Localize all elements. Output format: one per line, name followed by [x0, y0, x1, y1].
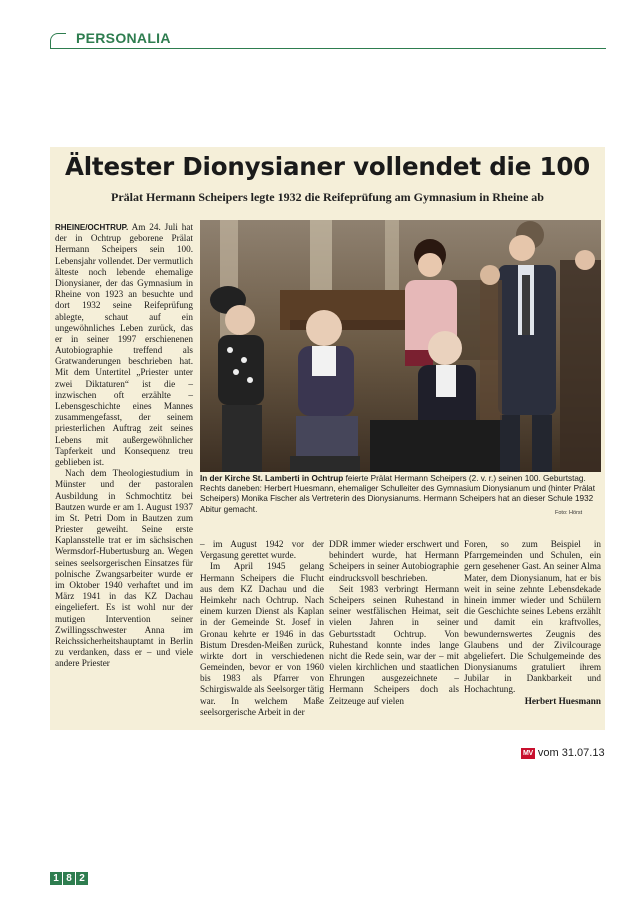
source-label — [521, 747, 605, 759]
article-author: Herbert Huesmann — [524, 695, 601, 706]
header-rule — [50, 48, 606, 49]
article-subheadline: Prälat Hermann Scheipers legte 1932 die Reifeprüfung am Gymnasium in Rheine ab — [111, 190, 544, 204]
column-1-paragraph-1: Am 24. Juli hat der in Ochtrup geborene Prälat Hermann Scheipers sein 100. Lebensjahr vollendet. Der vermutlich älteste noch lebende ehemalige Dionysianer, der das Gymnasium in Rheine von 1923 an besuchte und dort 1932 seine Reifeprüfung ablegte, schaut auf ein ungewöhnliches Leben zurück, das er in seiner 1997 erschienenen Autobiographie treffend als Gratwanderungen beschrieben hat. Mit dem Untertitel „Priester unter zwei Diktaturen“ ist die – inzwischen oft erzählte – Lebensgeschichte eines Mannes zusammengefasst, der seinem priesterlichen Auftrag zeit seines Lebens mit außergewöhnlicher Tapferkeit und Konsequenz treu geblieben ist. — [55, 222, 194, 467]
article-headline: Ältester Dionysianer vollendet die 100 — [64, 152, 591, 181]
article-column-2 — [200, 539, 324, 718]
article-column-1 — [55, 222, 193, 670]
column-4-paragraph-1: Foren, so zum Beispiel in Pfarrgemeinden und Schulen, ein gern gesehener Gast. An seiner Alma Mater, dem Dionysianum, hat er bis weit in seine zehnte Lebensdekade hinein immer wieder und Schülern die Geschichte seines Lebens erzählt und damit ein kraftvolles, bewundernswertes Zeugnis des Glaubens und der Zivilcourage abgeliefert. Die Schulgemeinde des Dionysianums gratuliert ihrem Jubilar in Dankbarkeit und Hochachtung. — [464, 539, 601, 695]
column-2-paragraph-1: – im August 1942 vor der Vergasung gerettet wurde. — [200, 539, 324, 561]
article-column-3 — [329, 539, 459, 707]
column-3-paragraph-2: Seit 1983 verbringt Hermann Scheipers seinen Ruhestand in seiner westfälischen Heimat, seit vielen Jahren in seiner Geburtsstadt Ochtrup. Von Ruhestand konnte indes lange nicht die Rede sein, war der – mit vielen kirchlichen und staatlichen Ehrungen ausgezeichnete – Hermann Scheipers doch als Zeitzeuge auf vielen — [329, 583, 459, 706]
page-number — [50, 872, 88, 885]
caption-text: feierte Prälat Hermann Scheipers (2. v. r.) seinen 100. Geburtstag. Rechts daneben: Herbert Huesmann, ehemaliger Schulleiter des Gymnasium Dionysianum und (hinter Prälat Scheipers) Monika Fischer als Vertreterin des Dionysianums. Hermann Scheipers hat an dieser Schule 1932 Abitur gemacht. — [200, 474, 596, 514]
article-photo — [200, 220, 601, 472]
column-3-paragraph-1: DDR immer wieder erschwert und behindert wurde, hat Hermann Scheipers in seiner Autobiographie eindrucksvoll beschrieben. — [329, 539, 459, 583]
section-title: PERSONALIA — [76, 30, 171, 46]
page-digit: 8 — [63, 872, 75, 885]
column-1-paragraph-2: Nach dem Theologiestudium in Münster und der pastoralen Ausbildung in Schmochtitz bei Bautzen wurde er am 1. August 1937 im St. Petri Dom in Bautzen zum Priester geweiht. Seine erste Kaplansstelle trat er im sächsischen Wermsdorf-Hubertusburg an. Wegen seines seelsorgerischen Einsatzes für polnische Zwangsarbeiter wurde er im Oktober 1940 verhaftet und im März 1941 in das KZ Dachau eingeliefert. Es ist wohl nur der mutigen Intervention seiner Zwillingsschwester Anna im Reichssicherheitshauptamt in Berlin zu verdanken, dass er – und viele andere Priester — [55, 468, 193, 669]
page-digit: 1 — [50, 872, 62, 885]
church-birthday-photo — [200, 220, 601, 472]
page-digit: 2 — [76, 872, 88, 885]
column-2-paragraph-2: Im April 1945 gelang Hermann Scheipers die Flucht aus dem KZ Dachau und die Heimkehr nach Ochtrup. Nach einem kurzen Dienst als Kaplan in der Gemeinde St. Josef in Gronau kehrte er 1946 in das Bistum Dresden-Meißen zurück, wirkte dort in verschiedenen Gemeinden, bevor er von 1960 bis 1983 als Pfarrer von Schirgiswalde als Seelsorger tätig war. In welchem Maße seelsorgerische Arbeit in der — [200, 561, 324, 717]
newspaper-logo: MV — [523, 749, 533, 757]
dateline: RHEINE/OCHTRUP. — [55, 223, 129, 232]
photo-caption — [200, 474, 601, 515]
source-date: vom 31.07.13 — [537, 747, 605, 759]
header-corner — [50, 33, 66, 48]
article-column-4 — [464, 539, 601, 707]
caption-lead: In der Kirche St. Lamberti in Ochtrup — [200, 474, 344, 483]
photo-credit: Foto: Hörst — [555, 510, 583, 516]
